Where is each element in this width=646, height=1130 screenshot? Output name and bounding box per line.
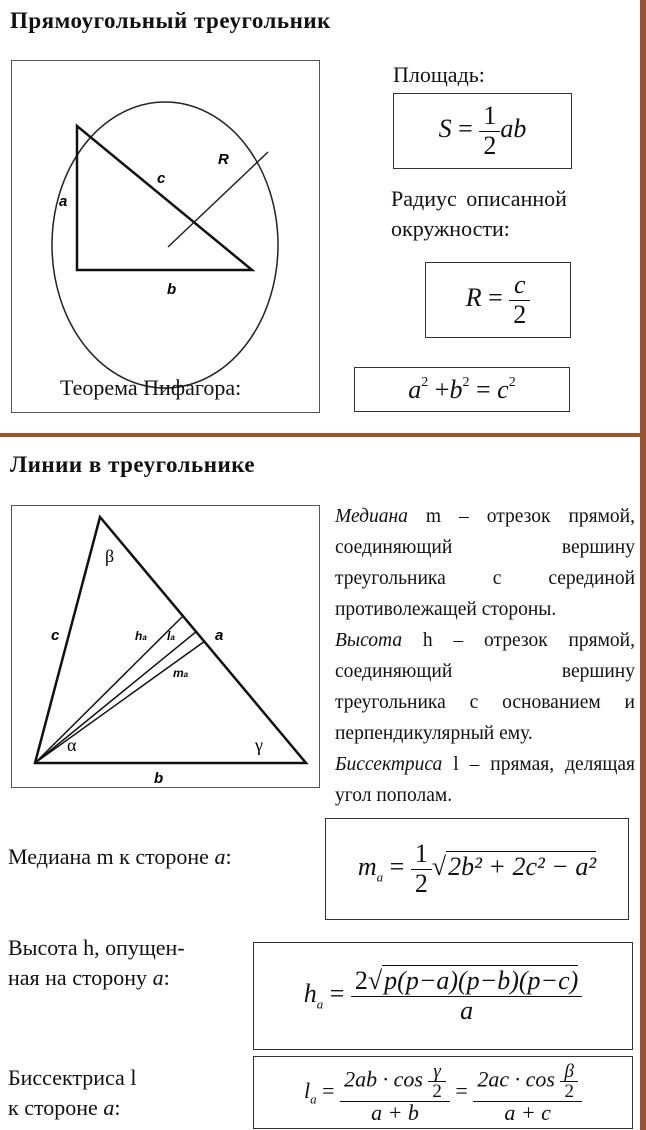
area-label: Площадь: bbox=[393, 62, 485, 87]
right-triangle-diagram bbox=[11, 60, 321, 414]
bisector-formula: $l_a$ = 2ab · cos $\frac{\gamma}{2}$ a + b = 2ac · cos $\frac{\beta}{2}$ a + c bbox=[253, 1056, 633, 1129]
definition-bisector: Биссектриса l – прямая, делящая угол пополам. bbox=[335, 754, 635, 806]
radius-label: Радиус описанной окружности: bbox=[391, 186, 567, 241]
radius-formula: R = $\frac{c}{2}$ bbox=[425, 262, 571, 338]
triangle-lines-diagram bbox=[11, 505, 321, 789]
bisector-line bbox=[35, 631, 197, 763]
section-title-triangle-lines: Линии в треугольнике bbox=[10, 452, 256, 477]
pythagoras-formula: $a^2 +b^2 = c^2$ bbox=[354, 367, 570, 412]
triangle bbox=[77, 126, 252, 270]
label-c: c bbox=[157, 170, 166, 187]
label-a: a bbox=[215, 627, 224, 644]
label-c: c bbox=[51, 627, 60, 644]
label-h: ha bbox=[135, 629, 147, 643]
right-border bbox=[640, 0, 646, 1130]
label-gamma: γ bbox=[255, 735, 263, 755]
bisector-frac1-denominator: a + b bbox=[340, 1101, 450, 1124]
label-a: a bbox=[59, 193, 68, 210]
label-l: la bbox=[167, 629, 175, 643]
section-title-right-triangle: Прямоугольный треугольник bbox=[10, 8, 331, 33]
label-b: b bbox=[154, 770, 164, 787]
label-alpha: α bbox=[67, 735, 77, 755]
definitions-text bbox=[335, 501, 635, 811]
label-b: b bbox=[167, 281, 177, 298]
label-m: ma bbox=[173, 666, 189, 680]
label-R: R bbox=[218, 151, 229, 168]
pythagoras-label: Теорема Пифагора: bbox=[60, 375, 242, 400]
height-label: Высота h, опущен- ная на сторону a: bbox=[8, 935, 185, 990]
definition-median: Медиана m – отрезок прямой, соединяющий вершину треугольника с серединой противолежащей стороны. bbox=[335, 506, 635, 620]
height-formula: $h_a$ = $\frac{2√p(p-a)(p-b)(p-c)}{a}$ bbox=[253, 942, 633, 1050]
bisector-frac2-denominator: a + c bbox=[473, 1101, 582, 1124]
median-line bbox=[35, 641, 205, 763]
median-formula: $m_a$ = $\frac{1}{2}$ √2b² + 2c² − a² bbox=[325, 818, 629, 920]
circumcircle bbox=[52, 102, 278, 388]
area-formula: S = $\frac{1}{2}$ ab bbox=[393, 93, 572, 169]
diagram-frame bbox=[12, 61, 320, 413]
label-beta: β bbox=[105, 546, 115, 566]
bisector-label: Биссектриса l к стороне a: bbox=[8, 1065, 137, 1120]
section-divider bbox=[0, 433, 646, 437]
median-label: Медиана m к стороне a: bbox=[8, 844, 232, 869]
definition-height: Высота h – отрезок прямой, соединяющий вершину треугольника с основанием и перпендикулярный ему. bbox=[335, 630, 635, 744]
